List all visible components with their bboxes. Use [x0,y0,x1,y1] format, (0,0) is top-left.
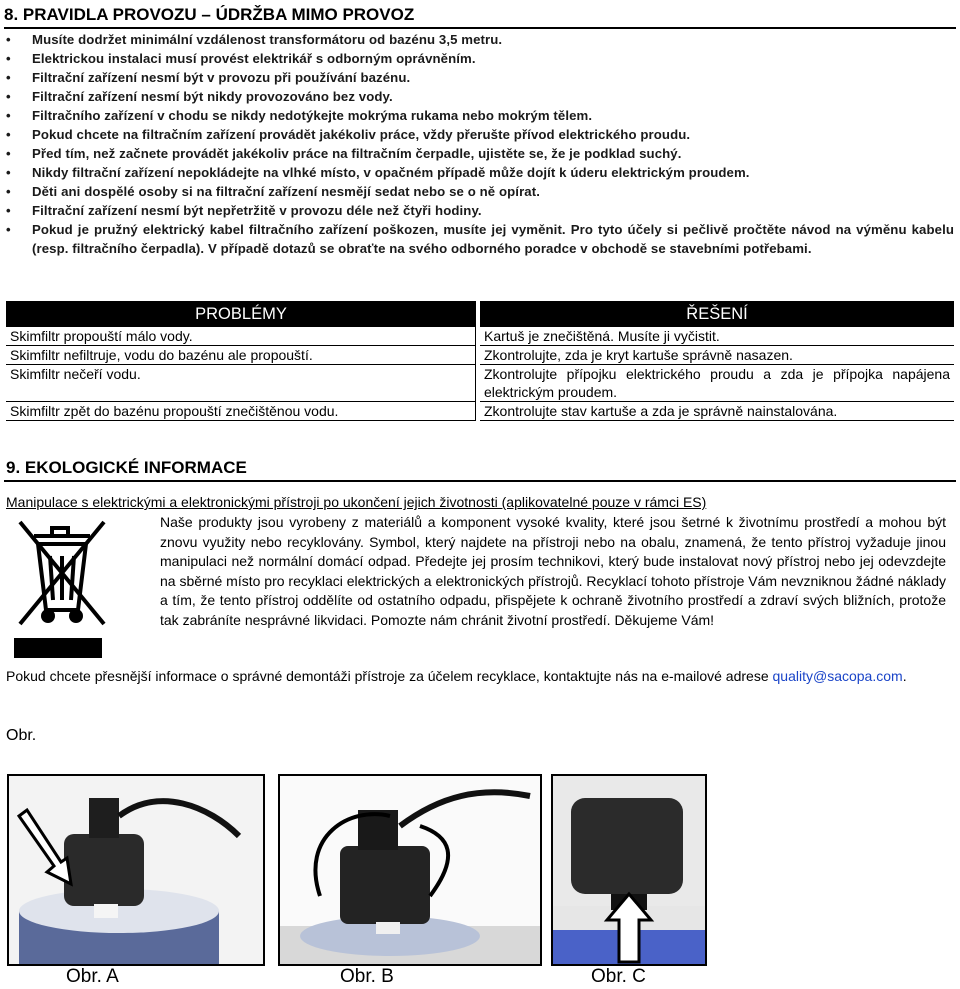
problem-cell: Skimfiltr propouští málo vody. [6,327,476,346]
photo-c [551,774,707,966]
operating-rules-list [4,30,954,258]
rule-item: • Filtrační zařízení nesmí být v provozu při používání bazénu. [4,68,954,87]
pump-arrow-illustration-c [553,776,705,964]
rule-item: • Pokud chcete na filtračním zařízení provádět jakékoliv práce, vždy přerušte přívod elektrického proudu. [4,125,954,144]
more-info-text: Pokud chcete přesnější informace o správné demontáži přístroje za účelem recyklace, kontaktujte nás na e-mailové adrese [6,668,769,684]
pump-arrow-illustration-a [9,776,263,964]
section-9-rule [4,480,956,482]
rule-item: • Pokud je pružný elektrický kabel filtračního zařízení poškozen, musíte jej vyměnit. Pro tyto účely si pečlivě pročtěte návod na výměnu kabelu (resp. filtračního čerpadla). V případě dotazů se obraťte na svého odborného poradce v obchodě se stavebními potřebami. [4,220,954,258]
rule-item: • Filtrační zařízení nesmí být nepřetržitě v provozu déle než čtyři hodiny. [4,201,954,220]
troubleshooting-table [6,301,954,421]
caption-obr-b: Obr. B [340,966,394,987]
rule-item: • Filtrační zařízení nesmí být nikdy provozováno bez vody. [4,87,954,106]
weee-subtitle: Manipulace s elektrickými a elektronickými přístroji po ukončení jejich životnosti (aplikovatelné pouze v rámci ES) [6,494,707,510]
rule-item: • Elektrickou instalaci musí provést elektrikář s odborným oprávněním. [4,49,954,68]
solutions-header: ŘEŠENÍ [480,301,954,327]
caption-obr-a: Obr. A [66,966,119,987]
problem-cell: Skimfiltr nefiltruje, vodu do bazénu ale propouští. [6,346,476,365]
contact-email-link[interactable]: quality@sacopa.com [772,668,903,684]
rule-item: • Děti ani dospělé osoby si na filtrační zařízení nesmějí sedat nebo se o ně opírat. [4,182,954,201]
solution-cell: Zkontrolujte stav kartuše a zda je správně nainstalována. [480,402,954,421]
section-9-title: 9. EKOLOGICKÉ INFORMACE [6,458,247,477]
figures-label: Obr. [6,727,37,744]
section-8-title: 8. PRAVIDLA PROVOZU – ÚDRŽBA MIMO PROVOZ [4,5,415,24]
pump-illustration-b [280,776,540,964]
caption-obr-c: Obr. C [591,966,646,987]
section-8-rule [4,27,956,29]
rule-item: • Před tím, než začnete provádět jakékoliv práce na filtračním čerpadle, ujistěte se, že je podklad suchý. [4,144,954,163]
rule-item: • Filtračního zařízení v chodu se nikdy nedotýkejte mokrýma rukama nebo mokrým tělem. [4,106,954,125]
photo-a [7,774,265,966]
photo-b [278,774,542,966]
more-info-end: . [902,668,907,684]
solution-cell: Kartuš je znečištěná. Musíte ji vyčistit. [480,327,954,346]
problem-cell: Skimfiltr nečeří vodu. [6,365,476,402]
crossed-out-wheelie-bin-icon [12,516,108,660]
weee-body: Naše produkty jsou vyrobeny z materiálů a komponent vysoké kvality, které jsou šetrné k životnímu prostředí a mohou být znovu využity nebo recyklovány. Symbol, který najdete na přístroji nebo na obalu, znamená, že tento přístroj vyžaduje jinou manipulaci než normální domácí odpad. Předejte jej prosím technikovi, který bude instalovat nový přístroj nebo jej odevzdejte na sběrné místo pro recyklaci elektrických a elektronických přístrojů. Recyklací tohoto přístroje Vám nevzniknou žádné náklady a tím, že tento přístroj oddělíte od ostatního odpadu, přispějete k ochraně životního prostředí a zdraví svých bližních, protože tak zabráníte nesprávné likvidaci. Pomozte nám chránit životní prostředí. Děkujeme Vám! [160,514,946,628]
problem-cell: Skimfiltr zpět do bazénu propouští znečištěnou vodu. [6,402,476,421]
problems-header: PROBLÉMY [6,301,476,327]
rule-item: • Musíte dodržet minimální vzdálenost transformátoru od bazénu 3,5 metru. [4,30,954,49]
more-info-paragraph [6,667,952,687]
solution-cell: Zkontrolujte, zda je kryt kartuše správně nasazen. [480,346,954,365]
solution-cell: Zkontrolujte přípojku elektrického proudu a zda je přípojka napájena elektrickým proudem. [480,365,954,402]
rule-item: • Nikdy filtrační zařízení nepokládejte na vlhké místo, v opačném případě může dojít k úderu elektrickým proudem. [4,163,954,182]
